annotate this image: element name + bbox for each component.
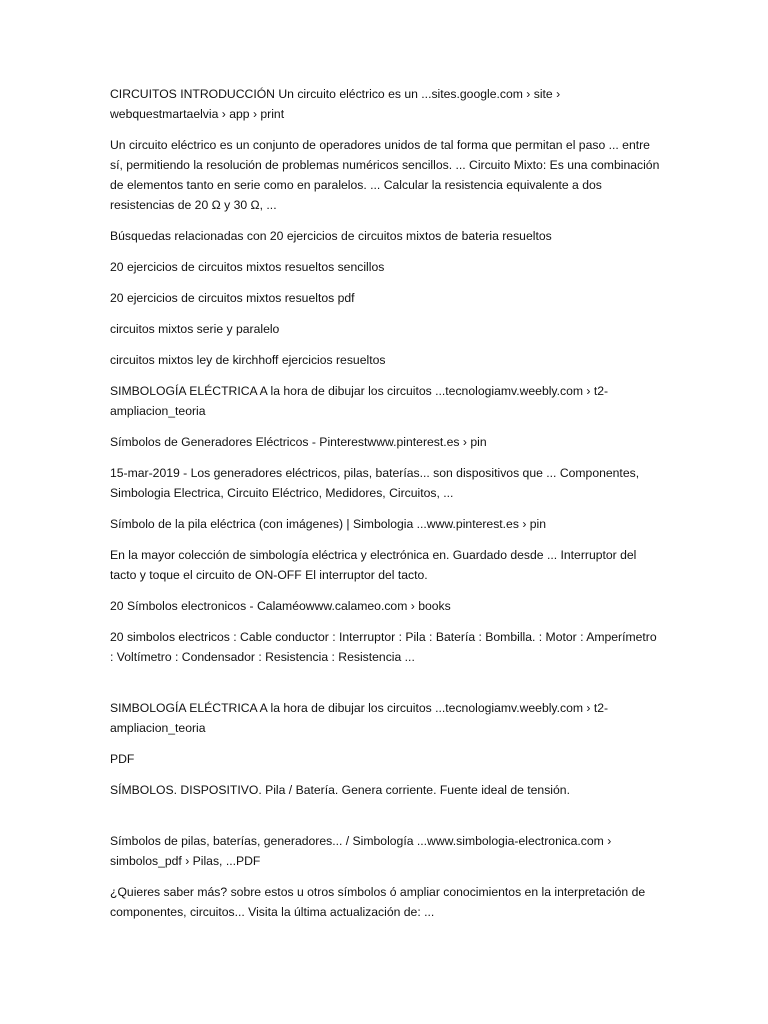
search-result-snippet: 15-mar-2019 - Los generadores eléctricos, pilas, baterías... son dispositivos que ... Componentes, Simbologia Electrica, Circuito Eléctrico, Medidores, Circuitos, ... (110, 466, 640, 500)
search-result-snippet: En la mayor colección de simbología eléctrica y electrónica en. Guardado desde ... Interruptor del tacto y toque el circuito de ON-OFF El interruptor del tacto. (110, 548, 637, 582)
search-result-snippet: Un circuito eléctrico es un conjunto de operadores unidos de tal forma que permitan el paso ... entre sí, permitiendo la resolución de problemas numéricos sencillos. ... Circuito Mixto: Es una combinación de elementos tanto en serie como en paralelos. ... Calcular la resistencia equivalente a dos resistencias de 20 Ω y 30 Ω, ... (110, 138, 660, 212)
search-result-title: Símbolos de pilas, baterías, generadores... / Simbología ...www.simbologia-electronica.com › simbolos_pdf › Pilas, ...PDF (110, 834, 612, 868)
search-result-snippet: ¿Quieres saber más? sobre estos u otros símbolos ó ampliar conocimientos en la interpretación de componentes, circuitos... Visita la última actualización de: ... (110, 885, 646, 919)
search-result-title: Símbolo de la pila eléctrica (con imágenes) | Simbologia ...www.pinterest.es › pin (110, 517, 547, 531)
search-result-title: CIRCUITOS INTRODUCCIÓN Un circuito eléctrico es un ...sites.google.com › site › webquestmartaelvia › app › print (110, 87, 561, 121)
blank-line (110, 811, 660, 831)
search-result-title: SIMBOLOGÍA ELÉCTRICA A la hora de dibujar los circuitos ...tecnologiamv.weebly.com › t2-ampliacion_teoria (110, 701, 609, 735)
search-result-snippet: SÍMBOLOS. DISPOSITIVO. Pila / Batería. Genera corriente. Fuente ideal de tensión. (110, 783, 570, 797)
related-search-item: 20 ejercicios de circuitos mixtos resueltos pdf (110, 291, 355, 305)
document-body (110, 84, 660, 933)
related-search-item: circuitos mixtos ley de kirchhoff ejercicios resueltos (110, 353, 386, 367)
blank-line (110, 678, 660, 698)
related-search-item: circuitos mixtos serie y paralelo (110, 322, 280, 336)
search-result-title: Símbolos de Generadores Eléctricos - Pinterestwww.pinterest.es › pin (110, 435, 487, 449)
related-searches-heading: Búsquedas relacionadas con 20 ejercicios de circuitos mixtos de bateria resueltos (110, 229, 552, 243)
search-result-title: SIMBOLOGÍA ELÉCTRICA A la hora de dibujar los circuitos ...tecnologiamv.weebly.com › t2-ampliacion_teoria (110, 384, 609, 418)
search-result-title: 20 Símbolos electronicos - Calaméowww.calameo.com › books (110, 599, 451, 613)
related-search-item: 20 ejercicios de circuitos mixtos resueltos sencillos (110, 260, 385, 274)
search-result-snippet: 20 simbolos electricos : Cable conductor : Interruptor : Pila : Batería : Bombilla. : Motor : Amperímetro : Voltímetro : Condensador : Resistencia : Resistencia ... (110, 630, 657, 664)
file-type-label: PDF (110, 752, 135, 766)
